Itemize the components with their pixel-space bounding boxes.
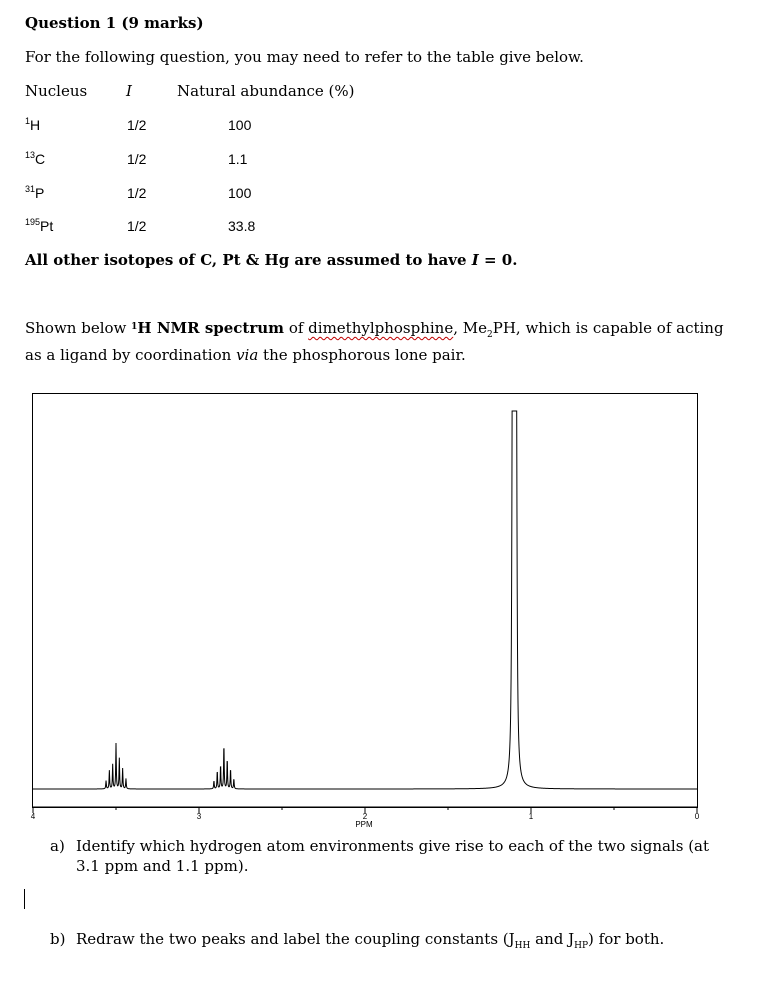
abundance-pt: 33.8 (228, 218, 256, 234)
nucleus-pt (25, 218, 53, 234)
header-spin: I (126, 82, 132, 100)
assumption-italic: I (471, 251, 479, 269)
nucleus-c (25, 151, 45, 167)
spin-p: 1/2 (127, 185, 147, 201)
part-b-text-mid: and J (530, 930, 575, 948)
element-symbol: Pt (40, 218, 54, 234)
mass-number: 195 (25, 217, 41, 227)
text-cursor (24, 889, 25, 909)
compound-name: dimethylphosphine (308, 319, 454, 337)
desc-text: Shown below (25, 319, 132, 337)
abundance-h: 100 (228, 117, 252, 133)
x-tick-label: 4 (30, 812, 36, 821)
part-b-label: b) (50, 930, 66, 948)
nucleus-h (25, 117, 40, 133)
header-nucleus: Nucleus (25, 82, 88, 100)
part-b-sub-hp: HP (574, 941, 589, 951)
part-b-text-end: ) for both. (588, 930, 665, 948)
desc-sub: 2 (487, 330, 493, 340)
element-symbol: H (30, 117, 41, 133)
nmr-spectrum-chart (32, 393, 699, 833)
abundance-p: 100 (228, 185, 252, 201)
assumption-tail: = 0. (478, 251, 518, 269)
spectrum-description (25, 318, 735, 365)
question-intro: For the following question, you may need to refer to the table give below. (25, 48, 584, 66)
nucleus-p (25, 185, 44, 201)
element-symbol: C (35, 151, 46, 167)
spin-pt: 1/2 (127, 218, 147, 234)
spectrum-trace (33, 411, 697, 789)
desc-italic: via (236, 346, 259, 364)
desc-text-2: of (284, 319, 309, 337)
x-tick-label: 3 (196, 812, 202, 821)
part-b (50, 930, 664, 951)
header-abundance: Natural abundance (%) (177, 82, 355, 100)
assumption-text: All other isotopes of C, Pt & Hg are assumed to have (25, 251, 472, 269)
part-a-label: a) (50, 837, 65, 855)
desc-text-3: , Me (453, 319, 488, 337)
part-b-sub-hh: HH (514, 941, 531, 951)
x-tick-label: 0 (694, 812, 700, 821)
desc-text-5: the phosphorous lone pair. (258, 346, 466, 364)
spin-h: 1/2 (127, 117, 147, 133)
element-symbol: P (35, 185, 45, 201)
question-title: Question 1 (9 marks) (25, 14, 204, 32)
part-b-text: Redraw the two peaks and label the coupling constants (J (76, 930, 515, 948)
mass-number: 31 (25, 184, 36, 194)
mass-number: 13 (25, 150, 36, 160)
spin-c: 1/2 (127, 151, 147, 167)
desc-text-4: PH, which is capable of acting as a ligand by coordination (25, 319, 724, 364)
mass-number: 1 (25, 116, 31, 126)
x-tick-label: 2 (362, 812, 368, 821)
x-axis-label: PPM (355, 820, 373, 829)
part-a-text: Identify which hydrogen atom environments give rise to each of the two signals (at 3.1 ppm and 1.1 ppm). (76, 837, 710, 875)
plot-frame (33, 394, 698, 808)
isotope-assumption (25, 251, 517, 269)
part-a (50, 836, 740, 876)
desc-sup: 1 (131, 322, 138, 332)
abundance-c: 1.1 (228, 151, 248, 167)
desc-bold: H NMR spectrum (137, 319, 285, 337)
x-tick-label: 1 (528, 812, 534, 821)
